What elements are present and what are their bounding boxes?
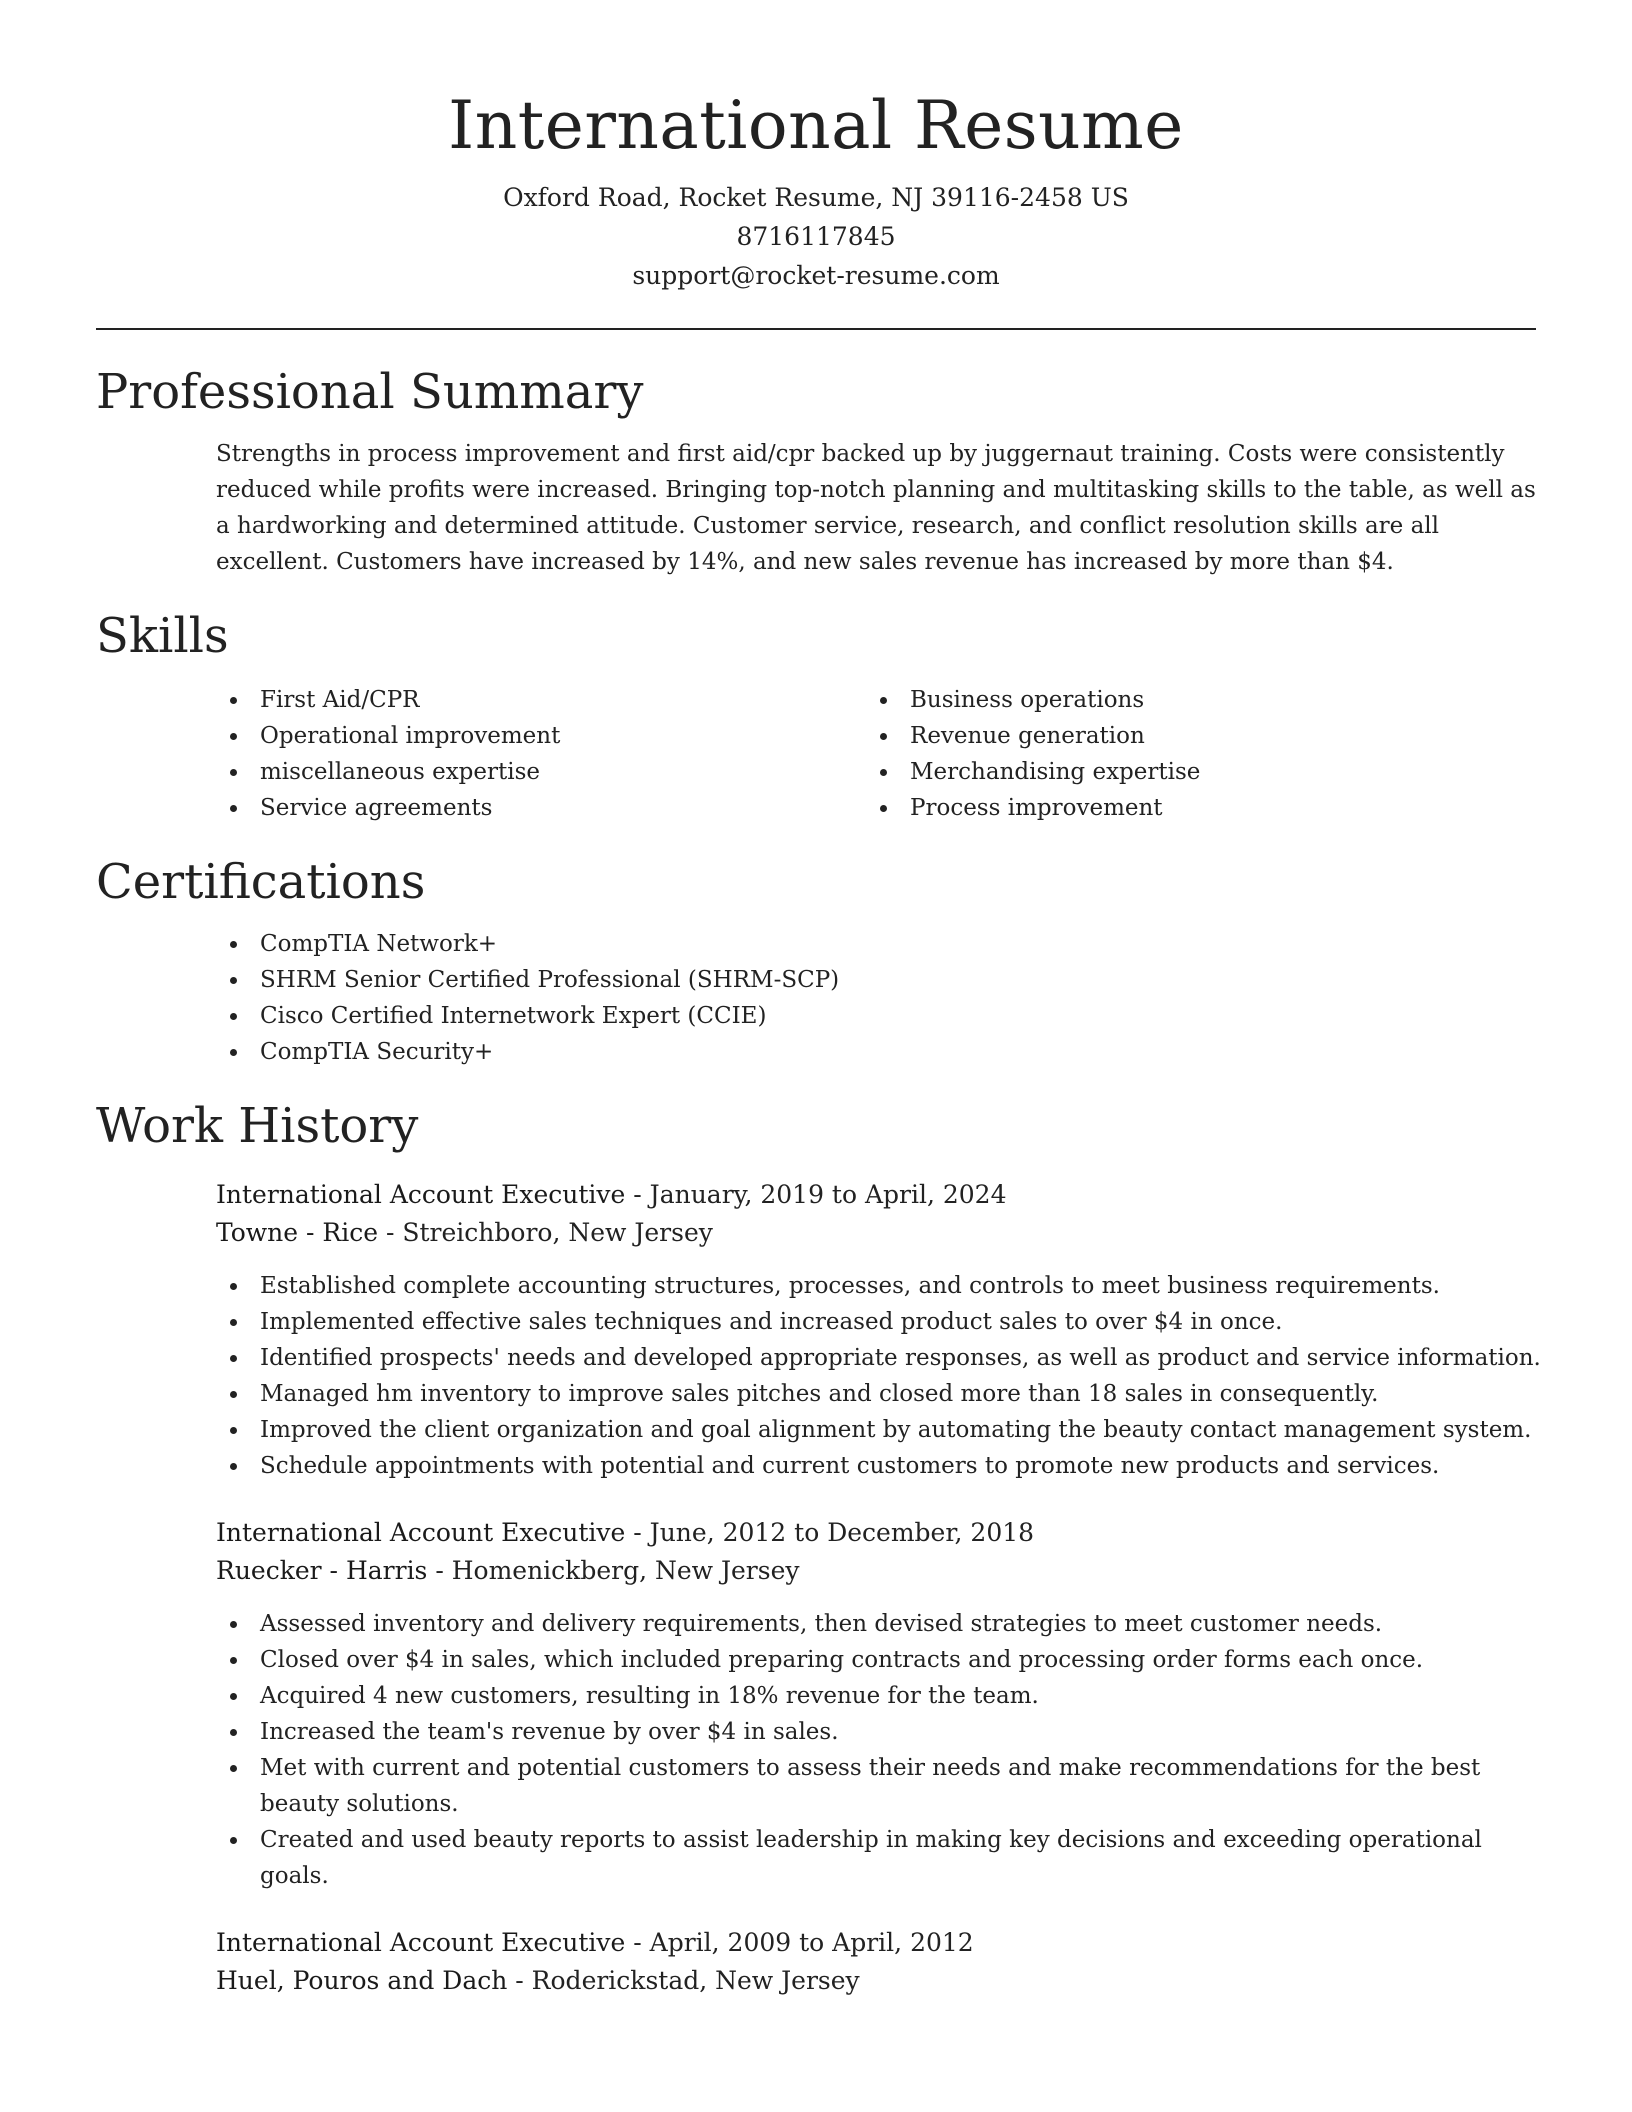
skill-item: Operational improvement xyxy=(260,718,866,754)
job-bullets xyxy=(216,1606,1550,1894)
job-company: Towne - Rice xyxy=(216,1218,379,1247)
skill-item: Business operations xyxy=(910,682,1516,718)
skill-item: Process improvement xyxy=(910,790,1516,826)
skill-item: Service agreements xyxy=(260,790,866,826)
resume-page xyxy=(96,0,1541,2000)
contact-info xyxy=(96,178,1536,295)
job-bullet: Schedule appointments with potential and current customers to promote new products and services. xyxy=(260,1448,1550,1484)
job-location: - Homenickberg, New Jersey xyxy=(427,1556,800,1585)
job-bullet: Managed hm inventory to improve sales pitches and closed more than 18 sales in consequently. xyxy=(260,1376,1550,1412)
job-title-line xyxy=(216,1176,1536,1214)
skills-column-left xyxy=(216,682,866,826)
job-dates: - April, 2009 to April, 2012 xyxy=(625,1928,974,1957)
contact-address: Oxford Road, Rocket Resume, NJ 39116-2458 US xyxy=(503,183,1129,212)
job-company-line xyxy=(216,1962,1536,2000)
certification-item: CompTIA Network+ xyxy=(260,926,1536,962)
job-entry xyxy=(216,1176,1541,1484)
job-dates: - June, 2012 to December, 2018 xyxy=(625,1518,1035,1547)
job-title: International Account Executive xyxy=(216,1180,626,1209)
certifications-list xyxy=(216,926,1536,1070)
skills-column-right xyxy=(866,682,1516,826)
job-location: - Streichboro, New Jersey xyxy=(378,1218,713,1247)
skill-item: First Aid/CPR xyxy=(260,682,866,718)
header-divider xyxy=(96,328,1536,330)
job-title: International Account Executive xyxy=(216,1518,626,1547)
certifications-section xyxy=(96,852,1536,1070)
job-bullet: Identified prospects' needs and developed appropriate responses, as well as product and service information. xyxy=(260,1340,1550,1376)
job-bullet: Created and used beauty reports to assist leadership in making key decisions and exceeding operational goals. xyxy=(260,1822,1550,1894)
job-location: - Roderickstad, New Jersey xyxy=(507,1966,860,1995)
skills-section xyxy=(96,606,1536,826)
summary-title: Professional Summary xyxy=(96,364,644,420)
job-title-line xyxy=(216,1514,1536,1552)
work-history-section xyxy=(96,1096,1541,2000)
job-bullets xyxy=(216,1268,1550,1484)
job-title: International Account Executive xyxy=(216,1928,626,1957)
contact-email: support@rocket-resume.com xyxy=(632,261,1000,290)
job-entry xyxy=(216,1514,1536,1894)
job-company-line xyxy=(216,1214,1536,1252)
job-company: Ruecker - Harris xyxy=(216,1556,428,1585)
candidate-name: International Resume xyxy=(448,87,1184,164)
skill-item: Merchandising expertise xyxy=(910,754,1516,790)
job-company: Huel, Pouros and Dach xyxy=(216,1966,508,1995)
certifications-title: Certifications xyxy=(96,854,426,910)
job-title-line xyxy=(216,1924,1536,1962)
certification-item: CompTIA Security+ xyxy=(260,1034,1536,1070)
summary-section xyxy=(96,362,1536,580)
skills-grid xyxy=(216,682,1536,826)
resume-header xyxy=(96,0,1536,295)
work-history-title: Work History xyxy=(96,1098,419,1154)
skill-item: miscellaneous expertise xyxy=(260,754,866,790)
job-bullet: Implemented effective sales techniques and increased product sales to over $4 in once. xyxy=(260,1304,1550,1340)
job-bullet: Acquired 4 new customers, resulting in 18% revenue for the team. xyxy=(260,1678,1550,1714)
job-entry xyxy=(216,1924,1536,2000)
job-bullet: Established complete accounting structures, processes, and controls to meet business requirements. xyxy=(260,1268,1550,1304)
job-bullet: Improved the client organization and goal alignment by automating the beauty contact management system. xyxy=(260,1412,1550,1448)
job-bullet: Assessed inventory and delivery requirements, then devised strategies to meet customer needs. xyxy=(260,1606,1550,1642)
job-bullet: Met with current and potential customers to assess their needs and make recommendations for the best beauty solutions. xyxy=(260,1750,1550,1822)
skill-item: Revenue generation xyxy=(910,718,1516,754)
job-bullet: Increased the team's revenue by over $4 in sales. xyxy=(260,1714,1550,1750)
job-bullet: Closed over $4 in sales, which included preparing contracts and processing order forms each once. xyxy=(260,1642,1550,1678)
skills-title: Skills xyxy=(96,608,229,664)
certification-item: Cisco Certified Internetwork Expert (CCIE) xyxy=(260,998,1536,1034)
contact-phone: 8716117845 xyxy=(736,222,896,251)
job-company-line xyxy=(216,1552,1536,1590)
summary-text: Strengths in process improvement and first aid/cpr backed up by juggernaut training. Costs were consistently reduced while profits were increased. Bringing top-notch planning and multitasking skills to the table, as well as a hardworking and determined attitude. Customer service, research, and conflict resolution skills are all excellent. Customers have increased by 14%, and new sales revenue has increased by more than $4. xyxy=(216,441,1536,575)
job-dates: - January, 2019 to April, 2024 xyxy=(625,1180,1007,1209)
certification-item: SHRM Senior Certified Professional (SHRM-SCP) xyxy=(260,962,1536,998)
